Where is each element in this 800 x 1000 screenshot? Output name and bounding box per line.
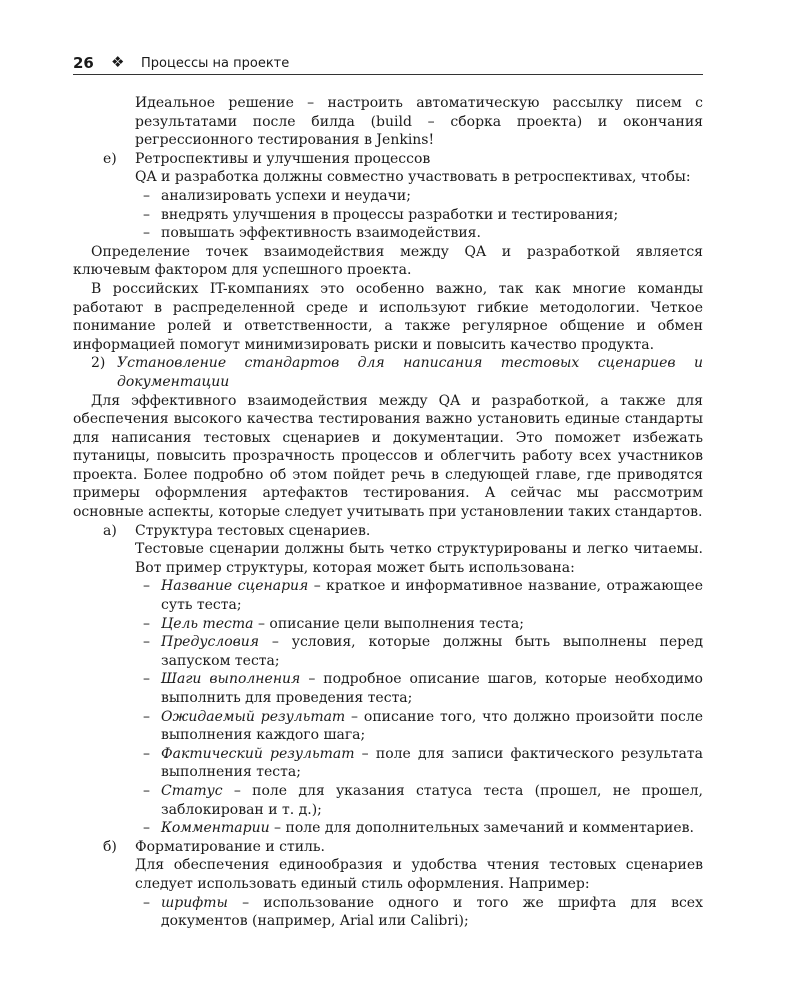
paragraph-standards: Для эффективного взаимодействия между QA и разработкой, а также для обеспечения высокого качества тестирования важно установить единые стандарты для написания тестовых сценариев и документации. Это поможет избежать путаницы, повысить прозрачность процессов и облегчить работу всех участников проекта. Более подробно об этом пойдет речь в следующей главе, где приводятся примеры оформления артефактов тестирования. А сейчас мы рассмотрим основные аспекты, которые следует учитывать при установлении таких стандартов. bbox=[73, 392, 703, 521]
bullet-item bbox=[73, 894, 703, 931]
list-item-a bbox=[73, 522, 703, 541]
bullet-text: – описание того, что должно произойти после выполнения каждого шага; bbox=[161, 708, 703, 744]
bullet-text: – поле для записи фактического результата выполнения теста; bbox=[161, 745, 703, 781]
bullet-text: – использование одного и того же шрифта для всех документов (например, Arial или Calibri); bbox=[161, 894, 703, 930]
bullet-text: – поле для дополнительных замечаний и комментариев. bbox=[269, 820, 694, 837]
bullet-item bbox=[73, 782, 703, 819]
list-label-a: а) bbox=[103, 522, 117, 539]
dash-marker: – bbox=[143, 708, 150, 725]
bullet-item bbox=[73, 615, 703, 634]
bullet-term: Фактический результат bbox=[161, 745, 355, 762]
list-label-e: е) bbox=[103, 150, 117, 167]
dash-marker: – bbox=[143, 820, 150, 837]
bullet-text: анализировать успехи и неудачи; bbox=[161, 187, 411, 204]
bullet-text: – описание цели выполнения теста; bbox=[253, 615, 524, 632]
bullet-term: Комментарии bbox=[161, 820, 270, 837]
dash-marker: – bbox=[143, 225, 150, 242]
running-header bbox=[73, 52, 703, 75]
paragraph-jenkins-tip: Идеальное решение – настроить автоматическую рассылку писем с результатами после билда (build – сборка проекта) и окончания регрессионного тестирования в Jenkins! bbox=[135, 95, 703, 149]
dash-marker: – bbox=[143, 671, 150, 688]
list-item-e-title: Ретроспективы и улучшения процессов bbox=[135, 150, 431, 167]
paragraph-russian-it: В российских IT-компаниях это особенно важно, так как многие команды работают в распределенной среде и используют гибкие методологии. Четкое понимание ролей и ответственности, а также регулярное общение и обмен информацией помогут минимизировать риски и повысить качество продукта. bbox=[73, 280, 703, 353]
list-item-b-title: Форматирование и стиль. bbox=[135, 838, 326, 855]
list-label-b: б) bbox=[103, 838, 117, 855]
list-item-e-text: QA и разработка должны совместно участвовать в ретроспективах, чтобы: bbox=[135, 169, 691, 186]
section-2-label: 2) bbox=[91, 355, 106, 372]
ornament-icon: ❖ bbox=[111, 53, 125, 71]
list-item-a-text: Тестовые сценарии должны быть четко структурированы и легко читаемы. Вот пример структуры, которая может быть использована: bbox=[135, 541, 703, 576]
section-2-title: Установление стандартов для написания тестовых сценариев и документации bbox=[117, 355, 703, 390]
paragraph-key-factor: Определение точек взаимодействия между QA и разработкой является ключевым фактором для успешного проекта. bbox=[73, 243, 703, 279]
dash-marker: – bbox=[143, 578, 150, 595]
bullet-item bbox=[73, 187, 703, 206]
bullet-text: внедрять улучшения в процессы разработки и тестирования; bbox=[161, 206, 619, 223]
list-item-b bbox=[73, 838, 703, 857]
bullet-text: повышать эффективность взаимодействия. bbox=[161, 225, 481, 242]
page-body bbox=[73, 94, 703, 931]
bullet-item bbox=[73, 224, 703, 243]
bullet-item bbox=[73, 819, 703, 838]
bullet-item bbox=[73, 708, 703, 745]
bullet-term: шрифты bbox=[161, 894, 228, 911]
bullet-text: – условия, которые должны быть выполнены перед запуском теста; bbox=[161, 634, 703, 669]
bullet-term: Название сценария bbox=[161, 578, 309, 595]
bullet-term: Ожидаемый результат bbox=[161, 708, 346, 725]
dash-marker: – bbox=[143, 206, 150, 223]
bullet-text: – подробное описание шагов, которые необходимо выполнить для проведения теста; bbox=[161, 671, 703, 706]
bullet-term: Шаги выполнения bbox=[161, 671, 301, 688]
dash-marker: – bbox=[143, 615, 150, 632]
bullet-item bbox=[73, 577, 703, 614]
list-item-b-text: Для обеспечения единообразия и удобства чтения тестовых сценариев следует использовать единый стиль оформления. Например: bbox=[135, 857, 703, 892]
bullet-text: – поле для указания статуса теста (прошел, не прошел, заблокирован и т. д.); bbox=[161, 782, 703, 818]
running-title: Процессы на проекте bbox=[141, 56, 290, 71]
bullet-item bbox=[73, 206, 703, 225]
dash-marker: – bbox=[143, 782, 150, 799]
dash-marker: – bbox=[143, 634, 150, 651]
bullet-text: – краткое и информативное название, отражающее суть теста; bbox=[161, 578, 703, 614]
bullet-term: Цель теста bbox=[161, 615, 254, 632]
bullet-item bbox=[73, 633, 703, 670]
bullet-term: Предусловия bbox=[161, 634, 260, 651]
bullet-item bbox=[73, 670, 703, 707]
bullet-item bbox=[73, 745, 703, 782]
list-item-a-title: Структура тестовых сценариев. bbox=[135, 522, 371, 539]
page-number: 26 bbox=[73, 54, 94, 72]
dash-marker: – bbox=[143, 745, 150, 762]
bullet-term: Статус bbox=[161, 782, 223, 799]
dash-marker: – bbox=[143, 187, 150, 204]
list-item-e bbox=[73, 150, 703, 169]
section-2-heading bbox=[73, 354, 703, 391]
dash-marker: – bbox=[143, 894, 150, 911]
